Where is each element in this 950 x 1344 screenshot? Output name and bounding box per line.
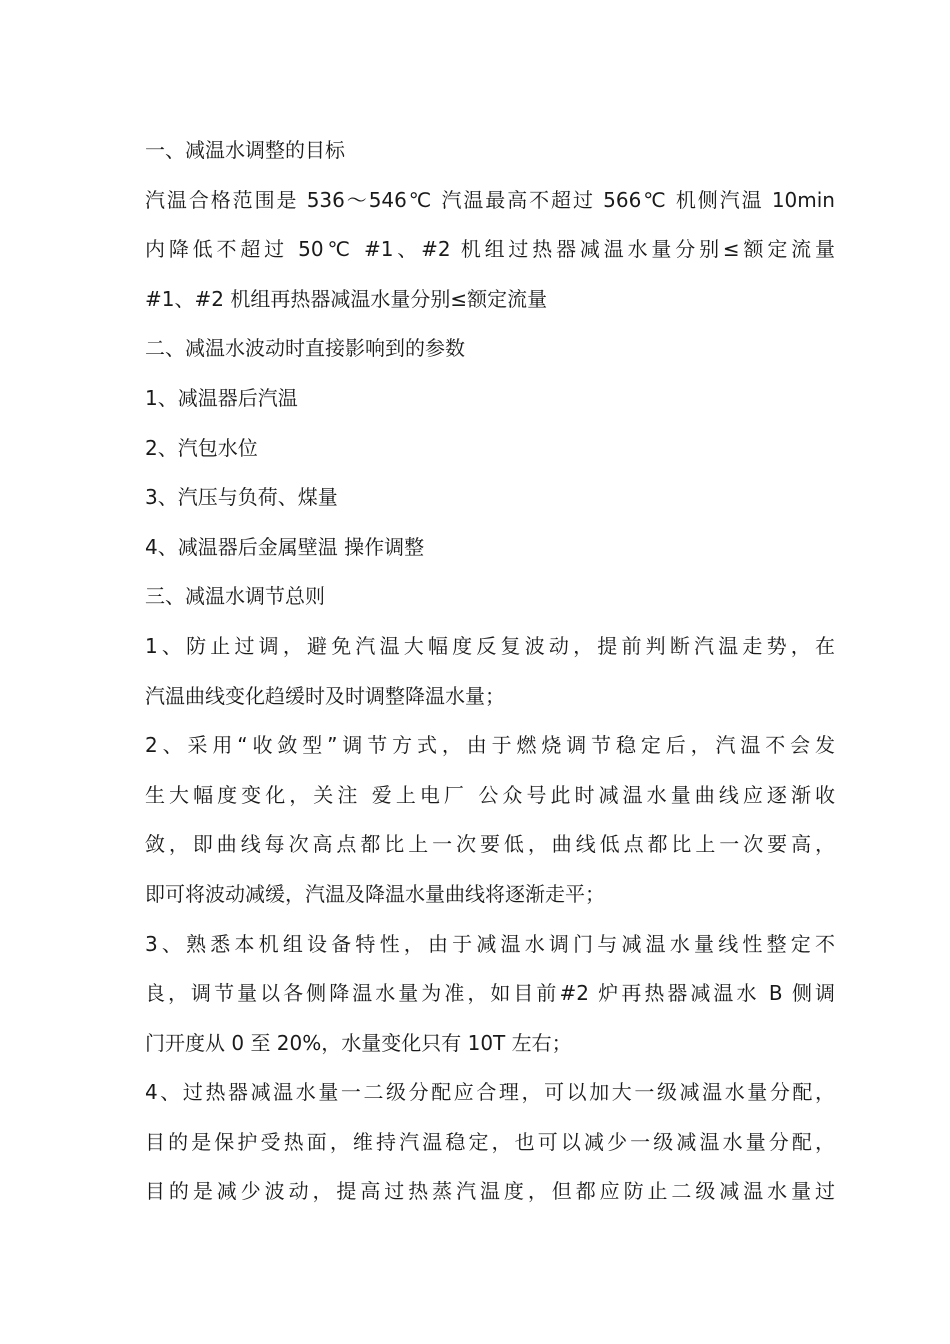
paragraph-line: 目的是减少波动，提高过热蒸汽温度，但都应防止二级减温水量过 <box>145 1179 835 1204</box>
paragraph-line: 生大幅度变化，关注 爱上电厂 公众号此时减温水量曲线应逐渐收 <box>145 782 835 807</box>
paragraph-line: 4、过热器减温水量一二级分配应合理，可以加大一级减温水量分配， <box>145 1080 835 1105</box>
list-item: 1、减温器后汽温 <box>145 385 298 410</box>
paragraph-line: 门开度从 0 至 20%，水量变化只有 10T 左右； <box>145 1030 572 1055</box>
paragraph-line: 汽温曲线变化趋缓时及时调整降温水量； <box>145 683 505 708</box>
paragraph-line: 良，调节量以各侧降温水量为准，如目前#2 炉再热器减温水 B 侧调 <box>145 981 835 1006</box>
list-item: 4、减温器后金属壁温 操作调整 <box>145 534 425 559</box>
document-body <box>145 126 835 1217</box>
section-heading-2: 二、减温水波动时直接影响到的参数 <box>145 336 465 361</box>
paragraph-line: 内降低不超过 50℃ #1、#2 机组过热器减温水量分别≤额定流量 <box>145 237 835 262</box>
paragraph-line: 2、采用“收敛型”调节方式，由于燃烧调节稳定后，汽温不会发 <box>145 733 835 758</box>
section-heading-1: 一、减温水调整的目标 <box>145 138 345 162</box>
paragraph-line: 敛，即曲线每次高点都比上一次要低，曲线低点都比上一次要高， <box>145 832 835 857</box>
list-item: 2、汽包水位 <box>145 435 258 460</box>
paragraph-line: #1、#2 机组再热器减温水量分别≤额定流量 <box>145 286 548 311</box>
paragraph-line: 1、防止过调，避免汽温大幅度反复波动，提前判断汽温走势，在 <box>145 633 835 658</box>
section-heading-3: 三、减温水调节总则 <box>145 584 325 609</box>
paragraph-line: 3、熟悉本机组设备特性，由于减温水调门与减温水量线性整定不 <box>145 931 835 956</box>
paragraph-line: 汽温合格范围是 536～546℃ 汽温最高不超过 566℃ 机侧汽温 10min <box>145 187 835 212</box>
paragraph-line: 目的是保护受热面，维持汽温稳定，也可以减少一级减温水量分配， <box>145 1129 835 1154</box>
paragraph-line: 即可将波动减缓，汽温及降温水量曲线将逐渐走平； <box>145 881 605 906</box>
list-item: 3、汽压与负荷、煤量 <box>145 485 338 510</box>
